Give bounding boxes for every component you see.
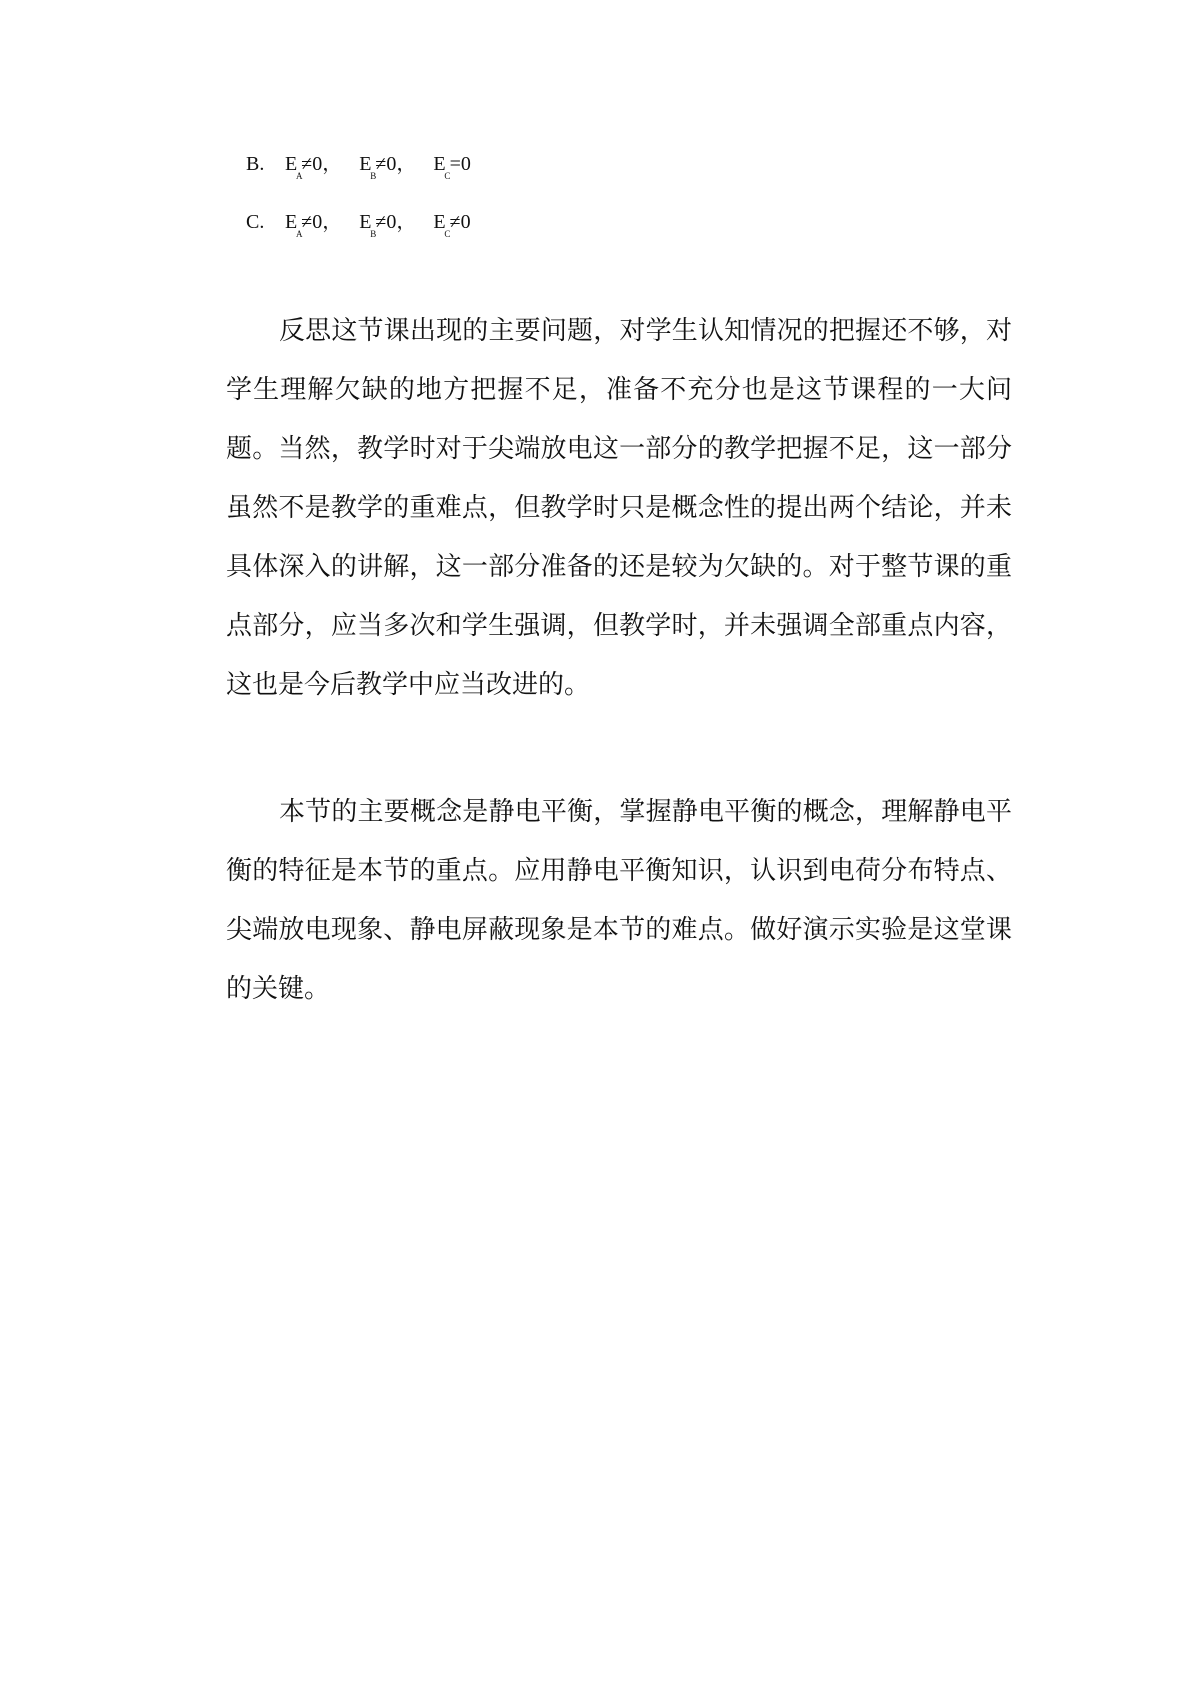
term-separator: ，: [322, 153, 343, 175]
option-c: [246, 210, 483, 239]
summary-paragraph: 本节的主要概念是静电平衡，掌握静电平衡的概念，理解静电平衡的特征是本节的重点。应用静电平衡知识，认识到电荷分布特点、尖端放电现象、静电屏蔽现象是本节的难点。做好演示实验是这堂课的关键。: [226, 797, 1012, 1004]
field-term-a: [285, 152, 343, 181]
term-symbol: E: [285, 153, 298, 175]
option-letter: C.: [246, 211, 265, 233]
term-relation: ≠0: [375, 153, 397, 175]
term-symbol: E: [433, 211, 446, 233]
term-subscript: A: [296, 229, 303, 239]
option-b: [246, 152, 483, 181]
term-separator: ，: [396, 211, 417, 233]
term-relation: ≠0: [449, 211, 471, 233]
term-subscript: A: [296, 171, 303, 181]
term-relation: ≠0: [301, 153, 323, 175]
term-symbol: E: [359, 153, 372, 175]
reflection-paragraph: 反思这节课出现的主要问题，对学生认知情况的把握还不够，对学生理解欠缺的地方把握不足，准备不充分也是这节课程的一大问题。当然，教学时对于尖端放电这一部分的教学把握不足，这一部分虽然不是教学的重难点，但教学时只是概念性的提出两个结论，并未具体深入的讲解，这一部分准备的还是较为欠缺的。对于整节课的重点部分，应当多次和学生强调，但教学时，并未强调全部重点内容，这也是今后教学中应当改进的。: [226, 316, 1012, 700]
term-symbol: E: [359, 211, 372, 233]
field-term-b: [359, 210, 417, 239]
field-term-c: [433, 210, 471, 239]
term-subscript: B: [370, 229, 377, 239]
term-subscript: B: [370, 171, 377, 181]
term-symbol: E: [433, 153, 446, 175]
term-relation: ≠0: [375, 211, 397, 233]
term-relation: ≠0: [301, 211, 323, 233]
option-letter: B.: [246, 153, 265, 175]
term-separator: ，: [322, 211, 343, 233]
field-term-b: [359, 152, 417, 181]
term-symbol: E: [285, 211, 298, 233]
term-relation: =0: [449, 153, 471, 175]
field-term-a: [285, 210, 343, 239]
term-separator: ，: [396, 153, 417, 175]
term-subscript: C: [444, 229, 451, 239]
field-term-c: [433, 152, 471, 181]
term-subscript: C: [444, 171, 451, 181]
